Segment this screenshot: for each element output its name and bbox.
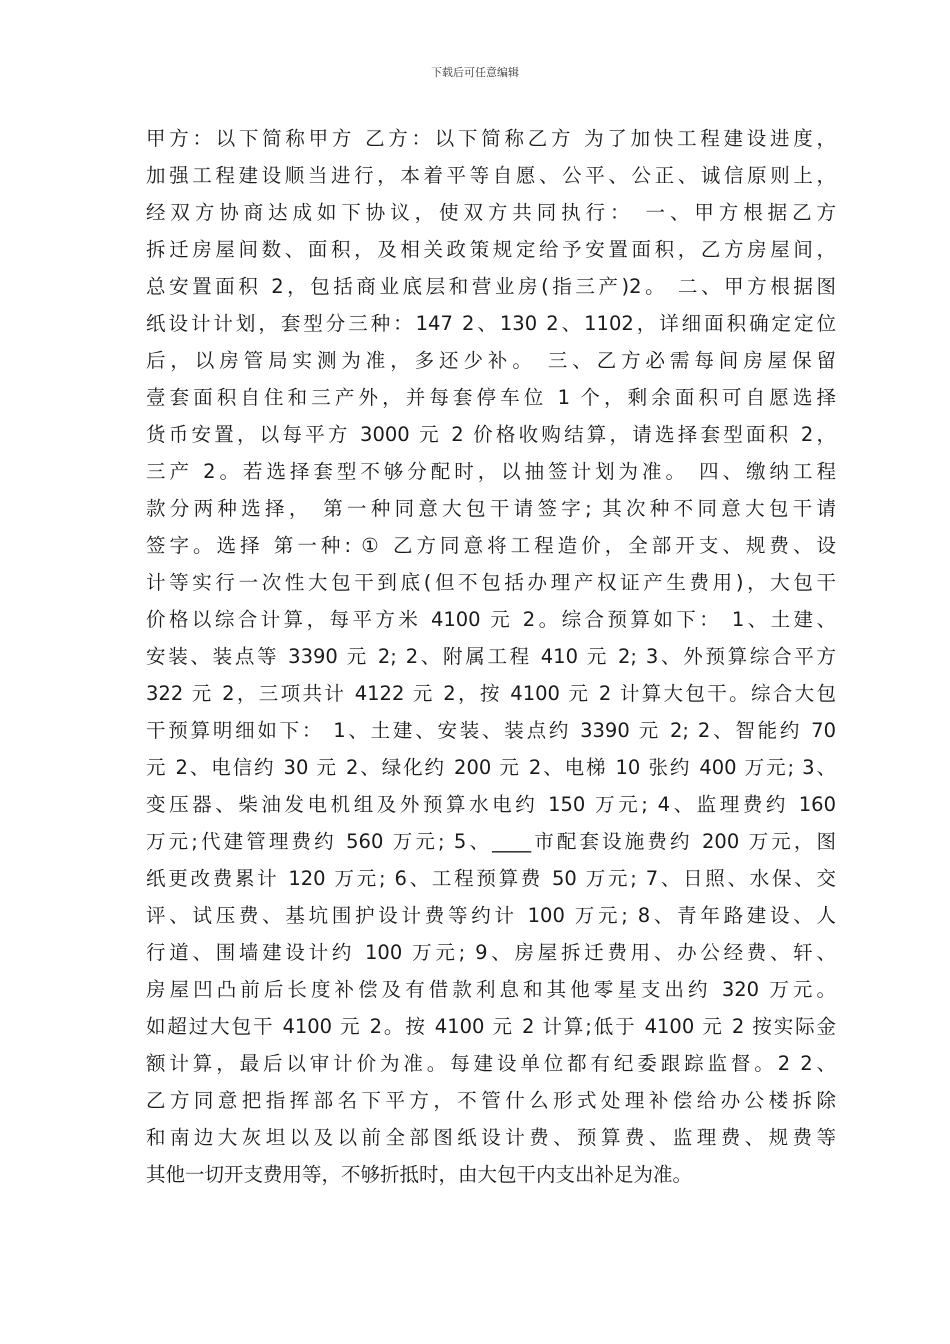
body-line: 后，以房管局实测为准，多还少补。 三、乙方必需每间房屋保留 xyxy=(146,349,836,372)
body-line: 经双方协商达成如下协议，使双方共同执行： 一、甲方根据乙方 xyxy=(146,201,836,224)
body-line: 元 2、电信约 30 元 2、绿化约 200 元 2、电梯 10 张约 400 万元; 3、 xyxy=(146,756,836,779)
body-line: 总安置面积 2，包括商业底层和营业房(指三产)2。 二、甲方根据图 xyxy=(146,275,836,298)
body-line: 款分两种选择， 第一种同意大包干请签字; 其次种不同意大包干请 xyxy=(146,497,836,520)
body-line: 价格以综合计算，每平方米 4100 元 2。综合预算如下： 1、土建、 xyxy=(146,608,836,631)
body-line: 322 元 2，三项共计 4122 元 2，按 4100 元 2 计算大包干。综合大包 xyxy=(146,682,836,705)
body-line: 计等实行一次性大包干到底(但不包括办理产权证产生费用)，大包干 xyxy=(146,571,836,594)
body-line: 房屋凹凸前后长度补偿及有借款利息和其他零星支出约 320 万元。 xyxy=(146,978,836,1001)
body-line: 干预算明细如下： 1、土建、安装、装点约 3390 元 2; 2、智能约 70 xyxy=(146,719,836,742)
body-line: 乙方同意把指挥部名下平方，不管什么形式处理补偿给办公楼拆除 xyxy=(146,1089,836,1112)
body-line: 壹套面积自住和三产外，并每套停车位 1 个，剩余面积可自愿选择 xyxy=(146,386,836,409)
body-line: 如超过大包干 4100 元 2。按 4100 元 2 计算;低于 4100 元 2 按实际金 xyxy=(146,1015,836,1038)
body-line: 变压器、柴油发电机组及外预算水电约 150 万元; 4、监理费约 160 xyxy=(146,793,836,816)
body-line: 甲方：以下简称甲方 乙方：以下简称乙方 为了加快工程建设进度， xyxy=(146,127,836,150)
page-header: 下载后可任意编辑 xyxy=(431,66,519,79)
agreement-body xyxy=(146,120,836,1193)
body-line: 行道、围墙建设计约 100 万元; 9、房屋拆迁费用、办公经费、轩、 xyxy=(146,941,836,964)
body-line: 其他一切开支费用等，不够折抵时，由大包干内支出补足为准。 xyxy=(146,1163,693,1186)
body-line: 三产 2。若选择套型不够分配时，以抽签计划为准。 四、缴纳工程 xyxy=(146,460,836,483)
body-line: 额计算，最后以审计价为准。每建设单位都有纪委跟踪监督。2 2、 xyxy=(146,1052,836,1075)
body-line: 万元;代建管理费约 560 万元; 5、____市配套设施费约 200 万元，图 xyxy=(146,830,836,853)
body-line: 安装、装点等 3390 元 2; 2、附属工程 410 元 2; 3、外预算综合平方 xyxy=(146,645,836,668)
body-line: 评、试压费、基坑围护设计费等约计 100 万元; 8、青年路建设、人 xyxy=(146,904,836,927)
body-line: 拆迁房屋间数、面积，及相关政策规定给予安置面积，乙方房屋间， xyxy=(146,238,836,261)
body-line: 和南边大灰坦以及以前全部图纸设计费、预算费、监理费、规费等 xyxy=(146,1126,836,1149)
body-line: 纸设计计划，套型分三种：147 2、130 2、1102，详细面积确定定位 xyxy=(146,312,836,335)
body-line: 签字。选择 第一种: ① 乙方同意将工程造价，全部开支、规费、设 xyxy=(146,534,836,557)
body-line: 货币安置，以每平方 3000 元 2 价格收购结算，请选择套型面积 2， xyxy=(146,423,836,446)
body-line: 加强工程建设顺当进行，本着平等自愿、公平、公正、诚信原则上， xyxy=(146,164,836,187)
body-line: 纸更改费累计 120 万元; 6、工程预算费 50 万元; 7、日照、水保、交 xyxy=(146,867,836,890)
